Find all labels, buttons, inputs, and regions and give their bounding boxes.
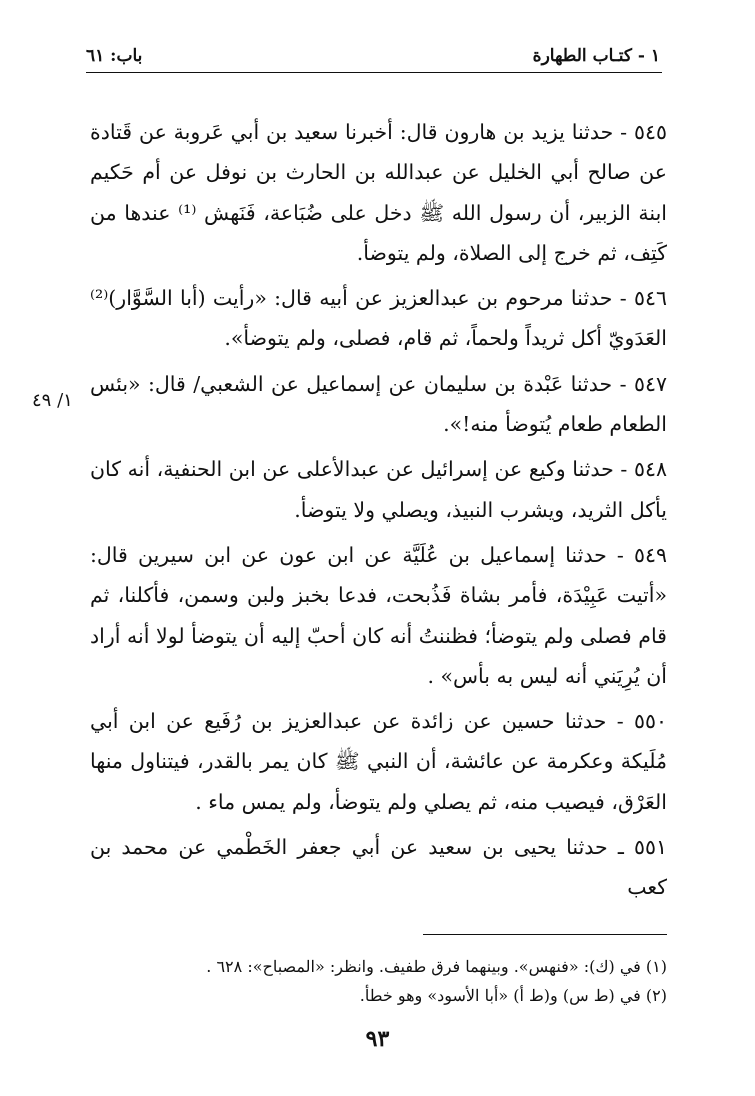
- page-number: ٩٣: [365, 1026, 390, 1052]
- header-divider: [86, 72, 662, 73]
- hadith-paragraph-551: ٥٥١ ـ حدثنا يحيى بن سعيد عن أبي جعفر الخَطْمي عن محمد بن كعب: [90, 835, 667, 900]
- book-title: ١ - كتـاب الطهارة: [532, 46, 660, 66]
- hadith-paragraph-548: ٥٤٨ - حدثنا وكيع عن إسرائيل عن عبدالأعلى عن ابن الحنفية، أنه كان يأكل الثريد، ويشرب النبيذ، ويصلي ولا يتوضأ.: [90, 457, 667, 522]
- footnotes: [140, 952, 667, 1010]
- hadith-paragraph-547: ٥٤٧ - حدثنا عَبْدة بن سليمان عن إسماعيل عن الشعبي/ قال: «بئس الطعام طعام يُتوضأ منه!».: [90, 371, 667, 437]
- margin-page-reference: ١/ ٤٩: [32, 390, 73, 411]
- hadith-paragraph-546: ٥٤٦ - حدثنا مرحوم بن عبدالعزيز عن أبيه قال: «رأيت (أبا السَّوَّار)⁽²⁾ العَدَويّ أكل ثريداً ولحماً، ثم قام، فصلى، ولم يتوضأ».: [90, 286, 667, 351]
- hadith-paragraph-549: ٥٤٩ - حدثنا إسماعيل بن عُلَيَّة عن ابن عون عن ابن سيرين قال: «أتيت عَبِيْدَة، فأمر بشاة فَذُبحت، فدعا بخبز ولبن وسمن، فأكلنا، ثم قام فصلى ولم يتوضأ؛ فظننتُ أنه كان أحبّ إليه أن يتوضأ لولا أنه أراد أن يُرِيَني أنه ليس به بأس» .: [90, 542, 667, 688]
- main-text: [90, 112, 667, 913]
- chapter-label: باب: ٦١: [86, 46, 143, 66]
- footnote-1: (١) في (ك): «فنهس». وبينهما فرق طفيف. وانظر: «المصباح»: ٦٢٨ .: [206, 957, 667, 976]
- footnote-divider: [423, 934, 667, 935]
- running-header: [86, 46, 660, 70]
- footnote-2: (٢) في (ط س) و(ط أ) «أبا الأسود» وهو خطأ.: [359, 986, 667, 1005]
- hadith-paragraph-550: ٥٥٠ - حدثنا حسين عن زائدة عن عبدالعزيز بن رُفَيع عن ابن أبي مُلَيكة وعكرمة عن عائشة، أن النبي ﷺ كان يمر بالقدر، فيتناول منها العَرْق، فيصيب منه، ثم يصلي ولم يتوضأ، ولم يمس ماء .: [90, 709, 667, 814]
- hadith-paragraph-545: ٥٤٥ - حدثنا يزيد بن هارون قال: أخبرنا سعيد بن أبي عَروبة عن قَتادة عن صالح أبي الخليل عن عبدالله بن الحارث بن نوفل عن أم حَكيم ابنة الزبير، أن رسول الله ﷺ دخل على ضُبَاعة، فَنَهش ⁽¹⁾ عندها من كَتِف، ثم خرج إلى الصلاة، ولم يتوضأ.: [90, 120, 667, 265]
